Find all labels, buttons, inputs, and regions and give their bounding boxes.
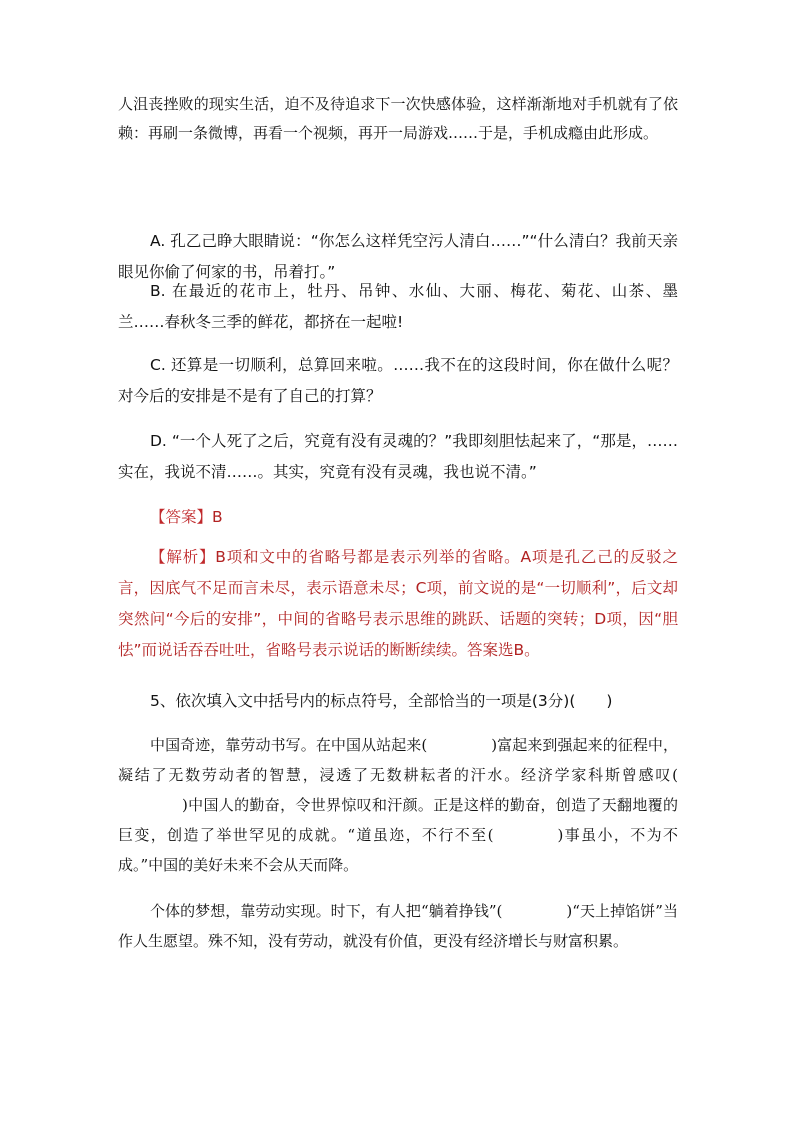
analysis-paragraph	[118, 542, 678, 666]
option-a: A. 孔乙己睁大眼睛说：“你怎么这样凭空污人清白……”“什么清白？我前天亲眼见你偷了何家的书，吊着打。”	[118, 232, 678, 281]
analysis-label: 【解析】	[150, 548, 216, 566]
intro-paragraph: 人沮丧挫败的现实生活，迫不及待追求下一次快感体验，这样渐渐地对手机就有了依赖：再刷一条微博，再看一个视频，再开一局游戏……于是，手机成瘾由此形成。	[118, 95, 678, 142]
passage-1-part-b: )富起来到强起来的征程中，凝结了无数劳动者的智慧，浸透了无数耕耘者的汗水。经济学家科斯曾感叹(	[118, 736, 679, 784]
passage-1-part-a: 中国奇迹，靠劳动书写。在中国从站起来(	[150, 736, 428, 754]
option-d: D. “一个人死了之后，究竟有没有灵魂的？”我即刻胆怯起来了，“那是，……实在，我说不清……。其实，究竟有没有灵魂，我也说不清。”	[118, 432, 678, 481]
question-5-stem: 5、依次填入文中括号内的标点符号，全部恰当的一项是(3分)( )	[150, 692, 613, 710]
passage-2-part-a: 个体的梦想，靠劳动实现。时下，有人把“躺着挣钱”(	[150, 902, 503, 920]
passage-paragraph-1	[118, 730, 678, 880]
answer-line	[118, 502, 678, 533]
passage-1-part-d: )事虽小，不为不成。”中国的美好未来不会从天而降。	[118, 826, 678, 874]
passage-2-part-b: )“天上掉馅饼”当作人生愿望。殊不知，没有劳动，就没有价值，更没有经济增长与财富积累。	[118, 902, 678, 950]
option-b: B. 在最近的花市上，牡丹、吊钟、水仙、大丽、梅花、菊花、山茶、墨兰……春秋冬三季的鲜花，都挤在一起啦!	[118, 282, 678, 331]
option-c: C. 还算是一切顺利，总算回来啦。……我不在的这段时间，你在做什么呢？对今后的安排是不是有了自己的打算？	[118, 356, 678, 405]
passage-1-part-c: )中国人的勤奋，令世界惊叹和汗颜。正是这样的勤奋，创造了天翻地覆的巨变，创造了举世罕见的成就。“道虽迩，不行不至(	[118, 796, 678, 844]
answer-label: 【答案】	[150, 508, 213, 526]
passage-paragraph-2	[118, 896, 678, 956]
analysis-text: B项和文中的省略号都是表示列举的省略。A项是孔乙己的反驳之言，因底气不足而言未尽，表示语意未尽；C项，前文说的是“一切顺利”，后文却突然问“今后的安排”，中间的省略号表示思维的跳跃、话题的突转；D项，因“胆怯”而说话吞吞吐吐，省略号表示说话的断断续续。答案选B。	[118, 548, 678, 659]
answer-value: B	[212, 508, 223, 526]
